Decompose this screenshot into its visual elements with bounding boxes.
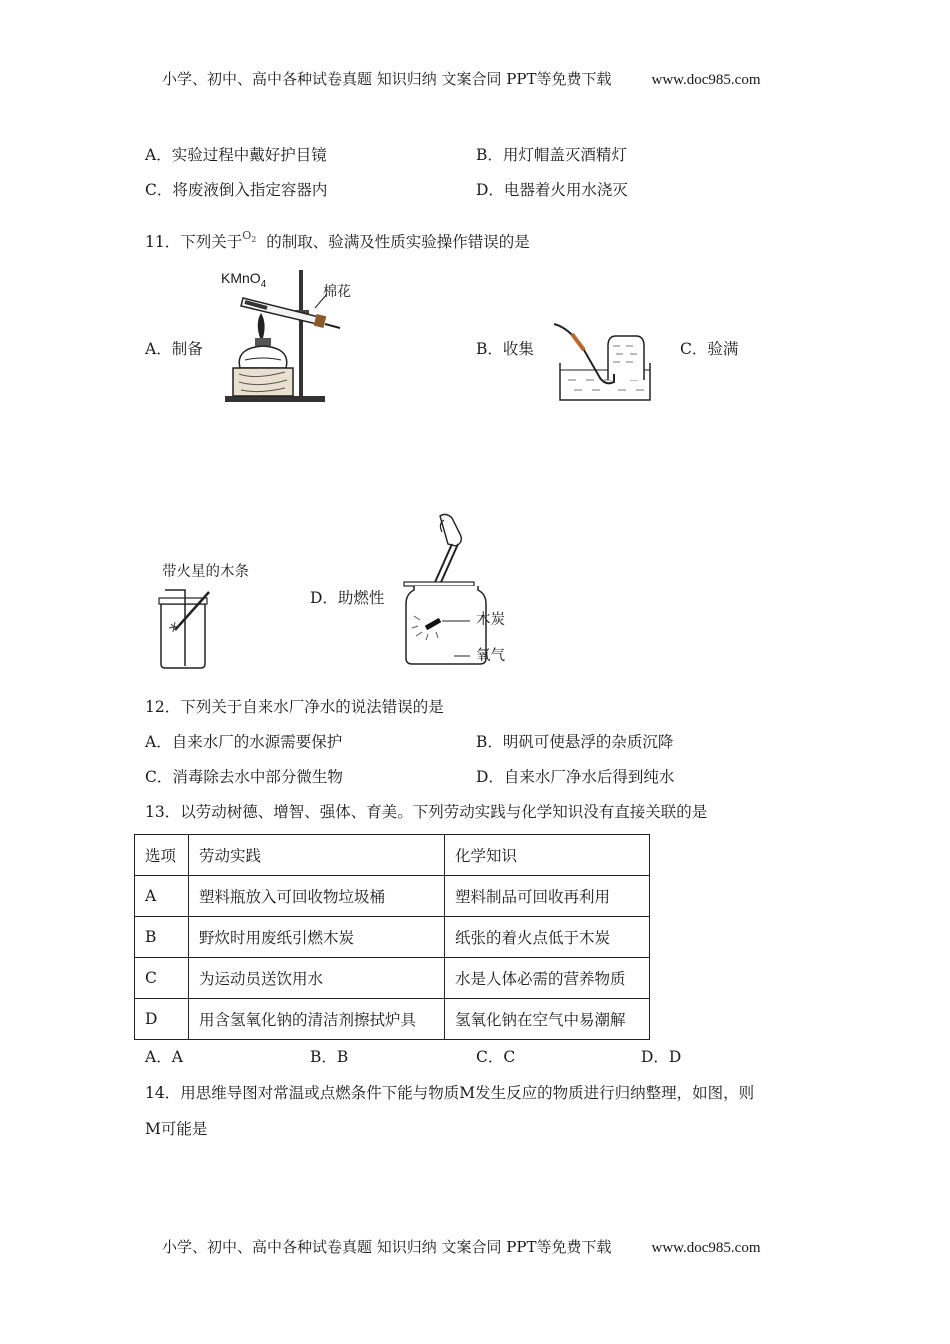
figure-a-kmno4-label: KMnO$_4$	[221, 270, 267, 290]
q11-stem	[145, 229, 530, 252]
table-cell: 塑料瓶放入可回收物垃圾桶	[189, 876, 445, 917]
header-text: 小学、初中、高中各种试卷真题 知识归纳 文案合同 PPT等免费下载	[162, 70, 612, 88]
q10-option-d: D．电器着火用水浇灭	[476, 181, 628, 199]
table-cell: D	[135, 999, 189, 1040]
q10-option-a: A．实验过程中戴好护目镜	[145, 146, 327, 164]
table-header-cell: 化学知识	[445, 835, 650, 876]
q11-label-d: D．助燃性	[310, 589, 385, 607]
table-cell: B	[135, 917, 189, 958]
figure-b-collection	[550, 318, 660, 408]
q11-stem-post: 的制取、验满及性质实验操作错误的是	[266, 233, 530, 251]
table-header-cell: 劳动实践	[189, 835, 445, 876]
table-cell: 纸张的着火点低于木炭	[445, 917, 650, 958]
q14-stem-line1: 14．用思维导图对常温或点燃条件下能与物质M发生反应的物质进行归纳整理，如图，则	[145, 1084, 755, 1102]
table-header-row	[135, 835, 650, 876]
footer-text: 小学、初中、高中各种试卷真题 知识归纳 文案合同 PPT等免费下载	[162, 1238, 612, 1256]
page-footer	[162, 1238, 761, 1257]
table-cell: C	[135, 958, 189, 999]
header-site: www.doc985.com	[651, 72, 761, 88]
q11-stem-pre: 11．下列关于	[145, 233, 243, 251]
q13-stem: 13．以劳动树德、增智、强体、育美。下列劳动实践与化学知识没有直接关联的是	[145, 803, 708, 821]
figure-c-verification	[155, 586, 225, 670]
q12-option-d: D．自来水厂净水后得到纯水	[476, 768, 675, 786]
q10-option-c: C．将废液倒入指定容器内	[145, 181, 328, 199]
q13-table	[134, 834, 650, 1040]
q12-option-a: A．自来水厂的水源需要保护	[145, 733, 343, 751]
table-row	[135, 876, 650, 917]
figure-a-cotton-label: 棉花	[323, 284, 351, 300]
q14-stem-line2: M可能是	[145, 1120, 208, 1138]
table-cell: 塑料制品可回收再利用	[445, 876, 650, 917]
q12-stem: 12．下列关于自来水厂净水的说法错误的是	[145, 698, 444, 716]
table-cell: A	[135, 876, 189, 917]
q11-label-a: A．制备	[145, 340, 203, 358]
table-row	[135, 999, 650, 1040]
table-cell: 用含氢氧化钠的清洁剂擦拭炉具	[189, 999, 445, 1040]
q11-label-b: B．收集	[476, 340, 534, 358]
q13-option-b: B．B	[310, 1048, 349, 1066]
q13-option-c: C．C	[476, 1048, 516, 1066]
q12-option-b: B．明矾可使悬浮的杂质沉降	[476, 733, 674, 751]
q11-formula: $O_2$	[242, 229, 257, 245]
table-row	[135, 958, 650, 999]
figure-d-oxygen-label: 氧气	[476, 648, 505, 664]
table-cell: 为运动员送饮用水	[189, 958, 445, 999]
q10-option-b: B．用灯帽盖灭酒精灯	[476, 146, 627, 164]
q13-option-a: A．A	[145, 1048, 183, 1066]
table-cell: 野炊时用废纸引燃木炭	[189, 917, 445, 958]
figure-c-splint-label: 带火星的木条	[162, 564, 249, 580]
table-header-cell: 选项	[135, 835, 189, 876]
page-header	[162, 70, 761, 89]
table-cell: 水是人体必需的营养物质	[445, 958, 650, 999]
q12-option-c: C．消毒除去水中部分微生物	[145, 768, 343, 786]
q11-label-c: C．验满	[680, 340, 739, 358]
table-row	[135, 917, 650, 958]
figure-d-charcoal-label: 木炭	[476, 612, 505, 628]
footer-site: www.doc985.com	[651, 1240, 761, 1256]
q13-option-d: D．D	[641, 1048, 682, 1066]
table-cell: 氢氧化钠在空气中易潮解	[445, 999, 650, 1040]
